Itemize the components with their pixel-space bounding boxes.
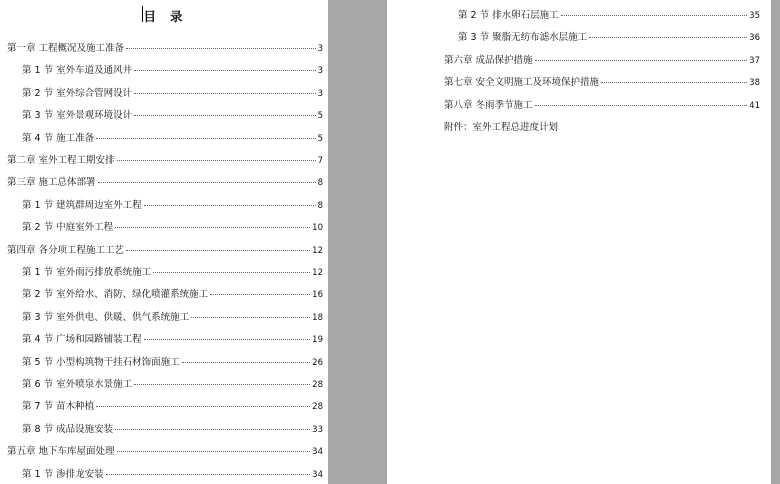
toc-title-char-1: 目 <box>143 9 158 24</box>
toc-page-number: 10 <box>312 223 323 234</box>
toc-page-number: 36 <box>749 33 760 44</box>
toc-page-number: 8 <box>317 178 323 189</box>
toc-page-number: 38 <box>749 78 760 89</box>
toc-dot-leader <box>115 227 310 228</box>
toc-chapter-entry[interactable] <box>7 446 323 458</box>
toc-page-number: 16 <box>312 290 323 301</box>
toc-entry-label: 第 2 节 中庭室外工程 <box>22 222 114 234</box>
toc-entry-label: 第 4 节 广场和园路铺装工程 <box>22 334 142 346</box>
toc-entry-label: 第 1 节 渗排龙安装 <box>22 468 104 480</box>
toc-section-entry[interactable] <box>22 65 323 77</box>
toc-page-number: 35 <box>749 11 760 21</box>
toc-entry-label: 第 8 节 成品设施安装 <box>22 423 114 435</box>
toc-entry-label: 第 1 节 建筑群周边室外工程 <box>22 199 142 211</box>
toc-dot-leader <box>126 250 310 251</box>
toc-page-number: 5 <box>317 133 323 144</box>
toc-page-number: 3 <box>317 44 323 54</box>
toc-section-entry[interactable] <box>22 469 323 481</box>
toc-page-number: 12 <box>312 245 323 256</box>
toc-entry-label: 第 3 节 聚脂无纺布滤水层施工 <box>458 32 588 44</box>
toc-entry-label: 第八章 冬雨季节施工 <box>444 99 533 111</box>
toc-chapter-entry[interactable] <box>7 245 323 257</box>
toc-entry-label: 第 2 节 排水卵石层施工 <box>458 10 559 21</box>
toc-entry-label: 第 5 节 小型构筑物干挂石材饰面施工 <box>22 356 180 368</box>
toc-dot-leader <box>96 406 310 407</box>
toc-chapter-entry[interactable] <box>444 77 760 89</box>
toc-page-number: 19 <box>312 335 323 346</box>
toc-dot-leader <box>589 37 747 38</box>
toc-page-number: 28 <box>312 380 323 390</box>
toc-title-char-2: 录 <box>170 9 185 24</box>
toc-section-entry[interactable] <box>458 32 760 44</box>
toc-section-entry[interactable] <box>22 200 323 212</box>
toc-page-number: 41 <box>749 100 760 111</box>
toc-page-number: 28 <box>312 402 323 413</box>
toc-dot-leader <box>134 93 315 94</box>
toc-dot-leader <box>126 48 316 49</box>
toc-dot-leader <box>117 160 316 161</box>
toc-entry-label: 第 1 节 室外雨污排放系统施工 <box>22 267 152 278</box>
toc-dot-leader <box>134 70 315 71</box>
toc-chapter-entry[interactable] <box>444 55 760 67</box>
toc-chapter-entry[interactable] <box>7 43 323 55</box>
toc-page-number: 26 <box>312 357 323 368</box>
toc-page-number: 33 <box>312 424 323 435</box>
toc-page-number: 8 <box>317 200 323 211</box>
toc-page-number: 34 <box>312 447 323 458</box>
toc-dot-leader <box>210 294 310 295</box>
toc-dot-leader <box>144 339 311 340</box>
toc-dot-leader <box>535 105 748 106</box>
toc-entry-label: 第二章 室外工程工期安排 <box>7 155 115 166</box>
toc-entry-label: 第五章 地下车库屋面处理 <box>7 446 115 458</box>
toc-entry-label: 第一章 工程概况及施工准备 <box>7 43 125 54</box>
toc-section-entry[interactable] <box>22 267 323 279</box>
toc-entry-label: 第 7 节 苗木种植 <box>22 401 95 413</box>
toc-section-entry[interactable] <box>22 133 323 145</box>
toc-dot-leader <box>96 138 315 139</box>
toc-page-number: 12 <box>312 268 323 278</box>
toc-entry-label: 第 2 节 室外给水、消防、绿化喷灌系统施工 <box>22 289 209 301</box>
toc-section-entry[interactable] <box>22 289 323 301</box>
document-page-right <box>387 0 771 484</box>
toc-page-number: 3 <box>317 88 323 99</box>
toc-dot-leader <box>106 474 311 475</box>
toc-page-number: 34 <box>312 469 323 480</box>
document-page-left <box>0 0 328 484</box>
toc-page-number: 7 <box>317 156 323 166</box>
toc-entry-label: 第七章 安全文明施工及环境保护措施 <box>444 77 600 89</box>
toc-entry-label: 第 2 节 室外综合管网设计 <box>22 87 133 99</box>
toc-entry-label: 第 1 节 室外车道及通风井 <box>22 65 133 77</box>
toc-chapter-entry[interactable] <box>7 177 323 189</box>
toc-section-entry[interactable] <box>22 222 323 234</box>
toc-page-number: 18 <box>312 312 323 323</box>
toc-entry-label: 第 6 节 室外喷泉水景施工 <box>22 379 133 390</box>
toc-entry-label: 第 4 节 施工准备 <box>22 132 95 144</box>
toc-dot-leader <box>115 429 310 430</box>
toc-entry-label: 第 3 节 室外供电、供暖、供气系统施工 <box>22 311 190 323</box>
toc-section-entry[interactable] <box>22 379 323 391</box>
toc-entry-label: 第三章 施工总体部署 <box>7 177 96 189</box>
toc-section-entry[interactable] <box>22 401 323 413</box>
toc-section-entry[interactable] <box>22 88 323 100</box>
toc-section-entry[interactable] <box>22 357 323 369</box>
toc-dot-leader <box>601 82 747 83</box>
toc-entry-label: 第 3 节 室外景观环境设计 <box>22 110 133 122</box>
toc-entry-label: 第六章 成品保护措施 <box>444 54 533 66</box>
toc-chapter-entry[interactable] <box>444 100 760 112</box>
toc-section-entry[interactable] <box>22 424 323 436</box>
appendix-line[interactable]: 附件：室外工程总进度计划 <box>444 122 559 133</box>
toc-page-number: 37 <box>749 55 760 66</box>
toc-page-number: 5 <box>317 111 323 122</box>
toc-dot-leader <box>117 451 311 452</box>
toc-dot-leader <box>535 60 748 61</box>
toc-section-entry[interactable] <box>458 10 760 22</box>
toc-page-number: 3 <box>317 66 323 77</box>
toc-dot-leader <box>153 272 310 273</box>
toc-dot-leader <box>191 317 310 318</box>
toc-chapter-entry[interactable] <box>7 155 323 167</box>
toc-dot-leader <box>134 115 315 116</box>
toc-dot-leader <box>98 182 316 183</box>
toc-entry-label: 第四章 各分项工程施工工艺 <box>7 244 125 256</box>
toc-title <box>0 7 328 25</box>
toc-section-entry[interactable] <box>22 334 323 346</box>
toc-dot-leader <box>144 205 316 206</box>
toc-dot-leader <box>561 15 748 16</box>
toc-dot-leader <box>134 384 310 385</box>
toc-section-entry[interactable] <box>22 312 323 324</box>
toc-section-entry[interactable] <box>22 110 323 122</box>
toc-dot-leader <box>182 362 311 363</box>
